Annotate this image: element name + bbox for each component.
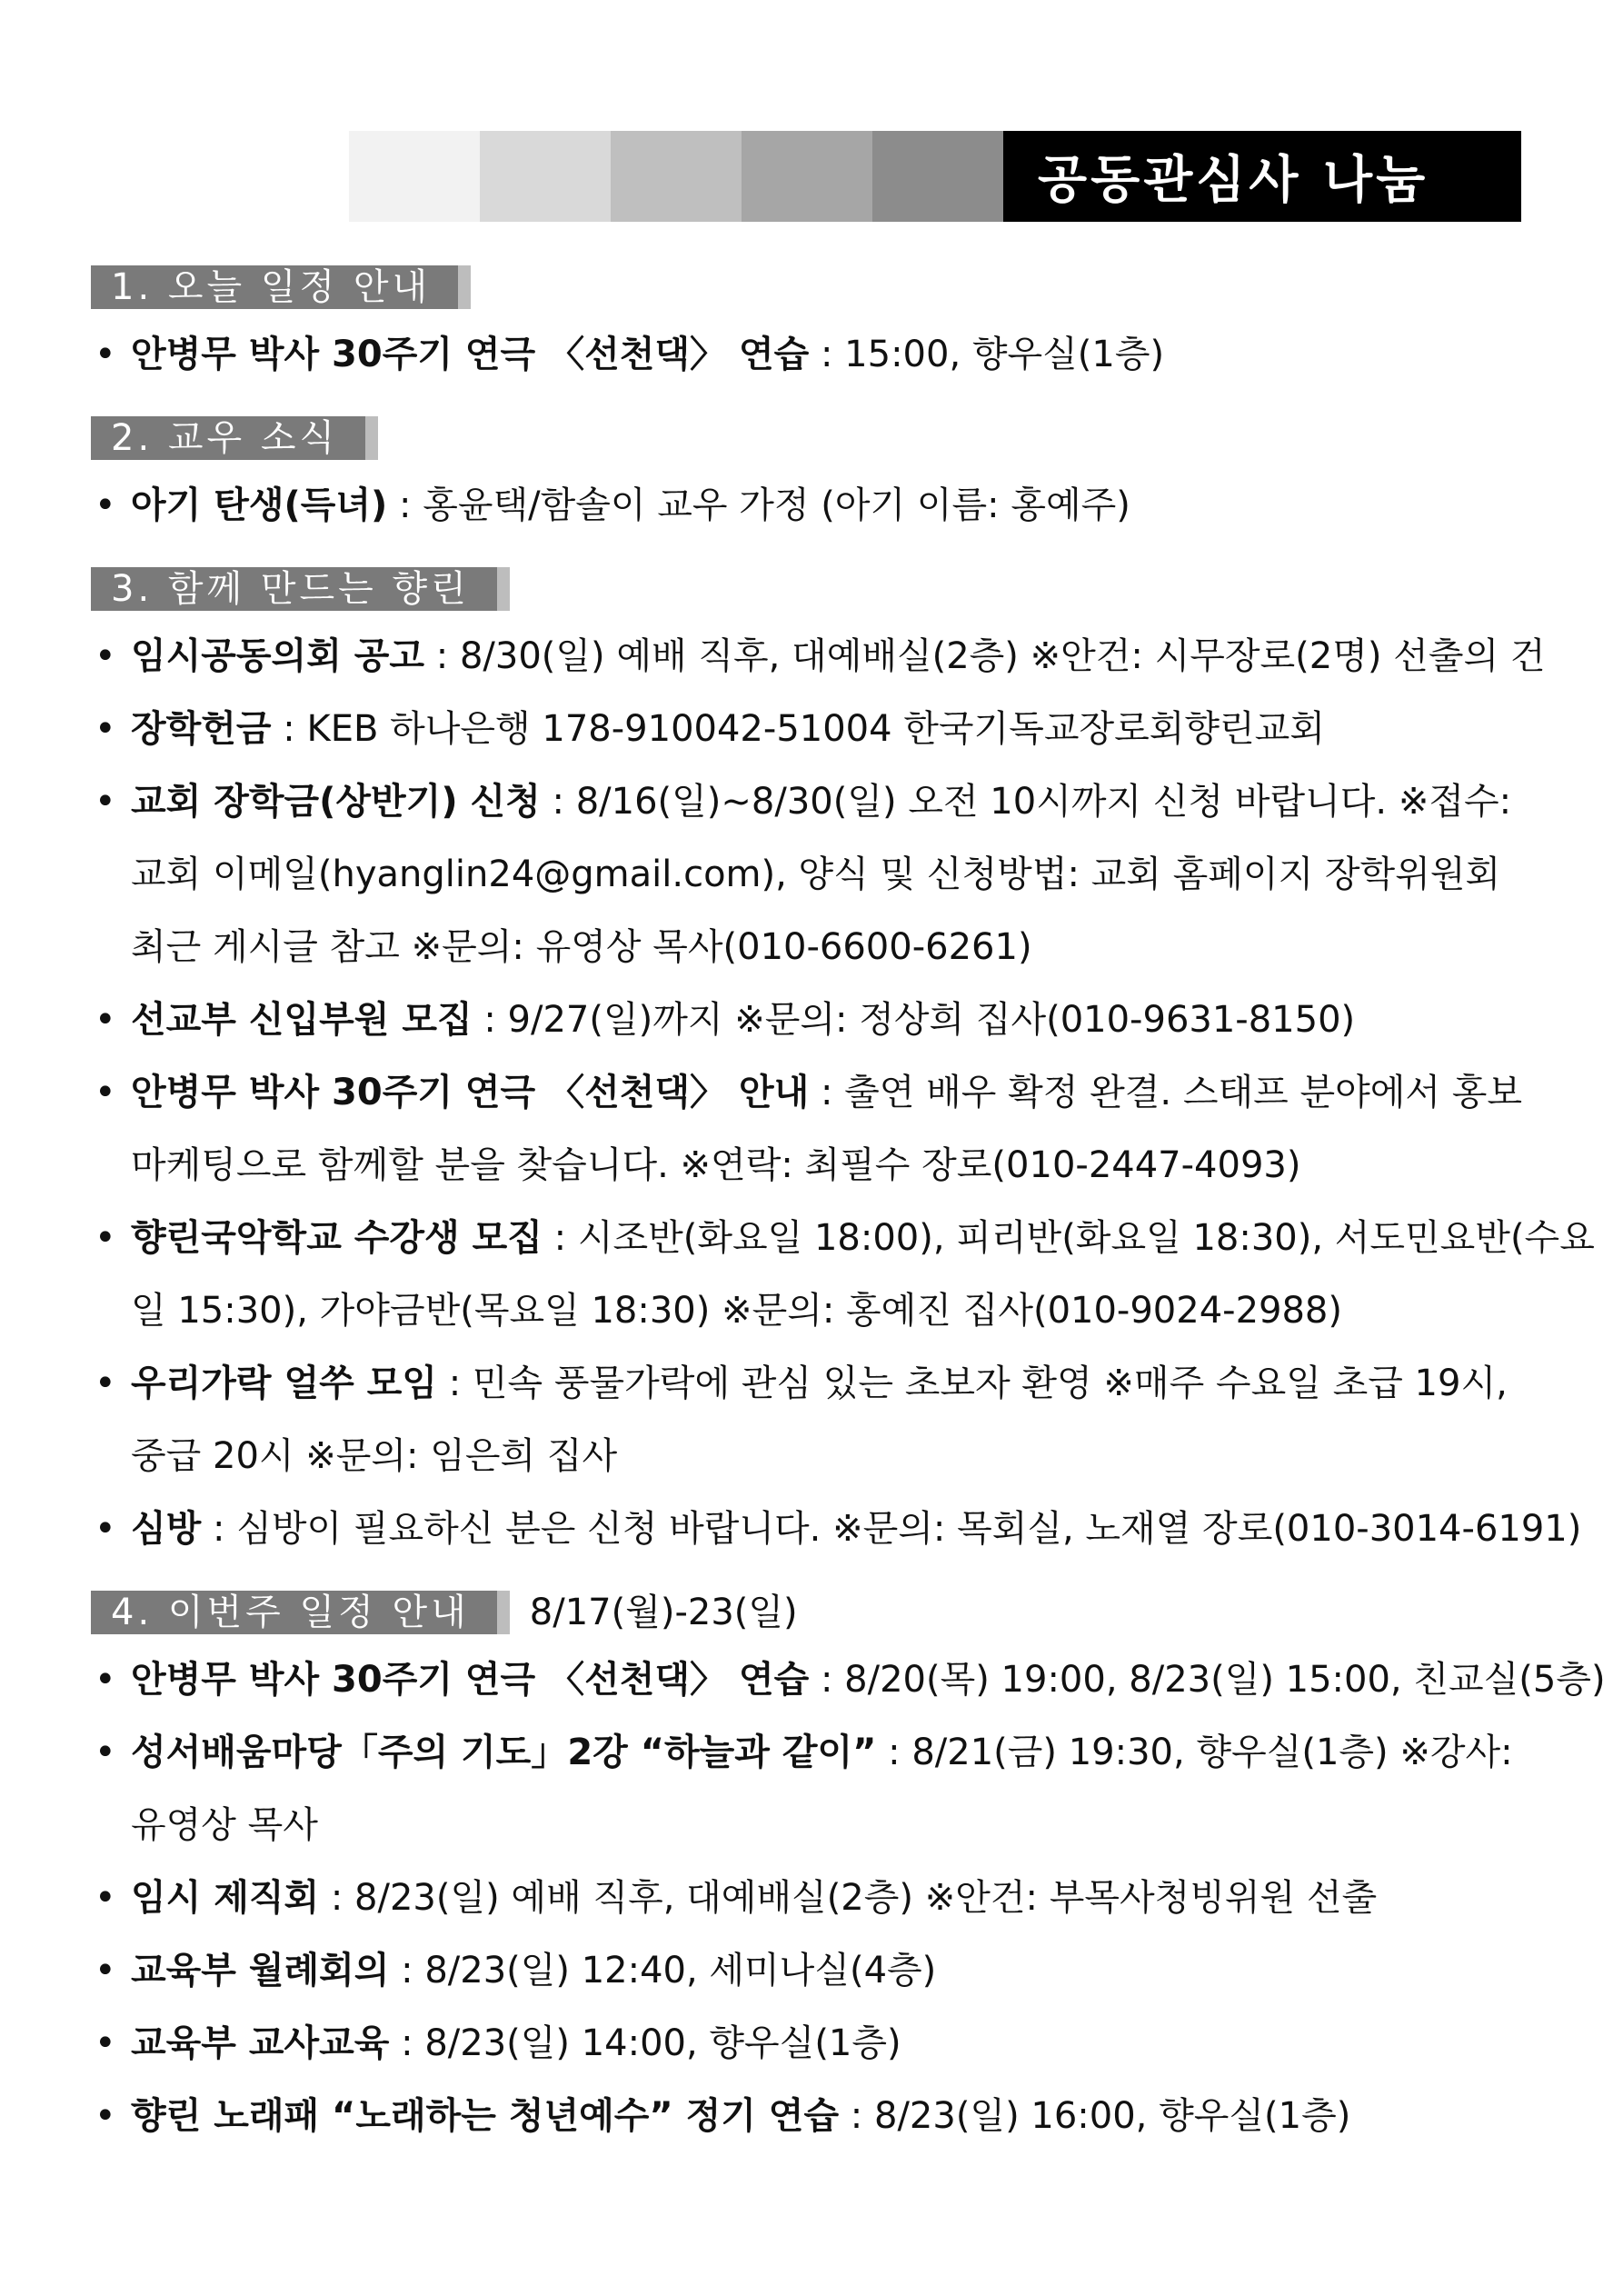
item-line xyxy=(131,1056,1545,1129)
item-heading: 우리가락 얼쑤 모임 xyxy=(131,1363,437,1404)
page-header xyxy=(349,131,1521,222)
item-heading: 안병무 박사 30주기 연극 〈선천댁〉 안내 xyxy=(131,1072,810,1113)
list-item xyxy=(91,318,1545,391)
gradient-block-2 xyxy=(480,131,611,222)
list-item xyxy=(91,1056,1545,1202)
bullet: • xyxy=(95,1217,116,1259)
item-line xyxy=(131,1202,1595,1274)
item-line xyxy=(131,983,1545,1056)
item-heading: 교육부 교사교육 xyxy=(131,2022,390,2064)
bullet: • xyxy=(95,781,116,823)
section-header xyxy=(91,567,1545,611)
section-4 xyxy=(91,1591,1606,2152)
item-heading: 교회 장학금(상반기) 신청 xyxy=(131,781,541,823)
item-detail: 교회 이메일(hyanglin24@gmail.com), 양식 및 신청방법: 교회 홈페이지 장학위원회 xyxy=(131,854,1501,895)
bullet: • xyxy=(95,1363,116,1404)
item-text xyxy=(131,1347,1545,1492)
item-line xyxy=(131,2007,1545,2080)
item-text xyxy=(131,620,1545,693)
item-detail: : 8/23(일) 12:40, 세미나실(4층) xyxy=(389,1950,937,1992)
item-line xyxy=(131,765,1545,838)
item-detail: : 8/23(일) 14:00, 향우실(1층) xyxy=(389,2022,901,2064)
list-item xyxy=(91,1716,1545,1862)
item-detail: : 8/21(금) 19:30, 향우실(1층) ※강사: xyxy=(876,1732,1513,1773)
item-heading: 심방 xyxy=(131,1508,202,1550)
item-text xyxy=(131,983,1545,1056)
section-title: 4. 이번주 일정 안내 xyxy=(91,1591,510,1634)
section-header xyxy=(91,265,1545,309)
bullet: • xyxy=(95,635,116,677)
item-line xyxy=(131,469,1545,542)
item-heading: 향린국악학교 수강생 모집 xyxy=(131,1217,543,1259)
item-detail: : 8/23(일) 예배 직후, 대예배실(2층) ※안건: 부목사청빙위원 선출 xyxy=(319,1877,1378,1919)
item-heading: 아기 탄생(득녀) xyxy=(131,484,388,526)
bullet: • xyxy=(95,334,116,375)
item-line xyxy=(131,1716,1545,1789)
list-item xyxy=(91,983,1545,1056)
item-line xyxy=(131,838,1545,911)
bullet: • xyxy=(95,708,116,750)
list-item xyxy=(91,1202,1595,1347)
item-text xyxy=(131,1643,1606,1716)
item-detail: : KEB 하나은행 178-910042-51004 한국기독교장로회향린교회 xyxy=(271,708,1325,750)
section-title: 1. 오늘 일정 안내 xyxy=(91,265,471,309)
item-text xyxy=(131,1492,1581,1565)
item-text xyxy=(131,1202,1595,1347)
section-title: 3. 함께 만드는 향린 xyxy=(91,567,510,611)
item-line xyxy=(131,911,1545,983)
item-text xyxy=(131,2007,1545,2080)
item-line xyxy=(131,1347,1545,1420)
gradient-block-1 xyxy=(349,131,480,222)
item-detail: : 9/27(일)까지 ※문의: 정상희 집사(010-9631-8150) xyxy=(472,999,1356,1041)
gradient-block-4 xyxy=(742,131,872,222)
item-heading: 향린 노래패 “노래하는 청년예수” 정기 연습 xyxy=(131,2095,840,2137)
item-text xyxy=(131,318,1545,391)
item-detail: : 민속 풍물가락에 관심 있는 초보자 환영 ※매주 수요일 초급 19시, xyxy=(436,1363,1508,1404)
section-2 xyxy=(91,416,1545,542)
item-detail: : 8/30(일) 예배 직후, 대예배실(2층) ※안건: 시무장로(2명) 선출의 건 xyxy=(424,635,1546,677)
item-text xyxy=(131,2080,1545,2152)
bullet: • xyxy=(95,1072,116,1113)
item-text xyxy=(131,693,1545,765)
item-heading: 선교부 신입부원 모집 xyxy=(131,999,473,1041)
item-line xyxy=(131,1420,1545,1492)
item-heading: 교육부 월례회의 xyxy=(131,1950,390,1992)
item-heading: 임시 제직회 xyxy=(131,1877,320,1919)
item-line xyxy=(131,1934,1545,2007)
item-line xyxy=(131,1789,1545,1862)
list-item xyxy=(91,2007,1545,2080)
item-detail: : 심방이 필요하신 분은 신청 바랍니다. ※문의: 목회실, 노재열 장로(010-3014-6191) xyxy=(201,1508,1582,1550)
list-item xyxy=(91,765,1545,983)
list-item xyxy=(91,469,1545,542)
item-line xyxy=(131,1643,1606,1716)
list-item xyxy=(91,2080,1545,2152)
list-item xyxy=(91,1492,1582,1565)
bullet: • xyxy=(95,484,116,526)
item-text xyxy=(131,1862,1545,1934)
item-detail: 일 15:30), 가야금반(목요일 18:30) ※문의: 홍예진 집사(010-9024-2988) xyxy=(131,1290,1342,1332)
item-detail: 유영상 목사 xyxy=(131,1804,318,1846)
bullet: • xyxy=(95,1877,116,1919)
item-detail: : 8/20(목) 19:00, 8/23(일) 15:00, 친교실(5층) xyxy=(809,1659,1606,1701)
gradient-block-5 xyxy=(872,131,1003,222)
section-1 xyxy=(91,265,1545,391)
section-3 xyxy=(91,567,1595,1565)
bullet: • xyxy=(95,1508,116,1550)
bullet: • xyxy=(95,2022,116,2064)
item-heading: 성서배움마당「주의 기도」2강 “하늘과 같이” xyxy=(131,1732,877,1773)
bullet: • xyxy=(95,999,116,1041)
item-line xyxy=(131,1274,1595,1347)
list-item xyxy=(91,1862,1545,1934)
item-line xyxy=(131,2080,1545,2152)
item-line xyxy=(131,693,1545,765)
item-line xyxy=(131,1129,1545,1202)
bullet: • xyxy=(95,2095,116,2137)
list-item xyxy=(91,1643,1606,1716)
item-text xyxy=(131,469,1545,542)
section-title: 2. 교우 소식 xyxy=(91,416,378,460)
list-item xyxy=(91,1347,1545,1492)
item-heading: 장학헌금 xyxy=(131,708,272,750)
item-text xyxy=(131,1716,1545,1862)
announcements xyxy=(91,265,1606,2178)
gradient-block-3 xyxy=(611,131,742,222)
list-item xyxy=(91,620,1545,693)
item-line xyxy=(131,1492,1581,1565)
item-detail: : 출연 배우 확정 완결. 스태프 분야에서 홍보 xyxy=(809,1072,1523,1113)
section-date-range: 8/17(월)-23(일) xyxy=(529,1592,798,1633)
item-line xyxy=(131,1862,1545,1934)
item-text xyxy=(131,765,1545,983)
list-item xyxy=(91,1934,1545,2007)
item-line xyxy=(131,620,1545,693)
item-heading: 안병무 박사 30주기 연극 〈선천댁〉 연습 xyxy=(131,334,810,375)
item-detail: 마케팅으로 함께할 분을 찾습니다. ※연락: 최필수 장로(010-2447-4093) xyxy=(131,1144,1301,1186)
bullet: • xyxy=(95,1659,116,1701)
bullet: • xyxy=(95,1732,116,1773)
section-header xyxy=(91,416,1545,460)
item-heading: 안병무 박사 30주기 연극 〈선천댁〉 연습 xyxy=(131,1659,810,1701)
item-detail: 최근 게시글 참고 ※문의: 유영상 목사(010-6600-6261) xyxy=(131,926,1032,968)
section-header xyxy=(91,1591,1545,1634)
item-detail: : 8/16(일)~8/30(일) 오전 10시까지 신청 바랍니다. ※접수: xyxy=(540,781,1512,823)
item-detail: : 8/23(일) 16:00, 향우실(1층) xyxy=(839,2095,1351,2137)
item-detail: : 시조반(화요일 18:00), 피리반(화요일 18:30), 서도민요반(수요 xyxy=(542,1217,1595,1259)
item-detail: : 15:00, 향우실(1층) xyxy=(809,334,1165,375)
page-title: 공동관심사 나눔 xyxy=(1003,131,1521,222)
item-line xyxy=(131,318,1545,391)
item-text xyxy=(131,1934,1545,2007)
item-detail: : 홍윤택/함솔이 교우 가정 (아기 이름: 홍예주) xyxy=(387,484,1130,526)
list-item xyxy=(91,693,1545,765)
item-detail: 중급 20시 ※문의: 임은희 집사 xyxy=(131,1435,618,1477)
bullet: • xyxy=(95,1950,116,1992)
item-text xyxy=(131,1056,1545,1202)
item-heading: 임시공동의회 공고 xyxy=(131,635,425,677)
